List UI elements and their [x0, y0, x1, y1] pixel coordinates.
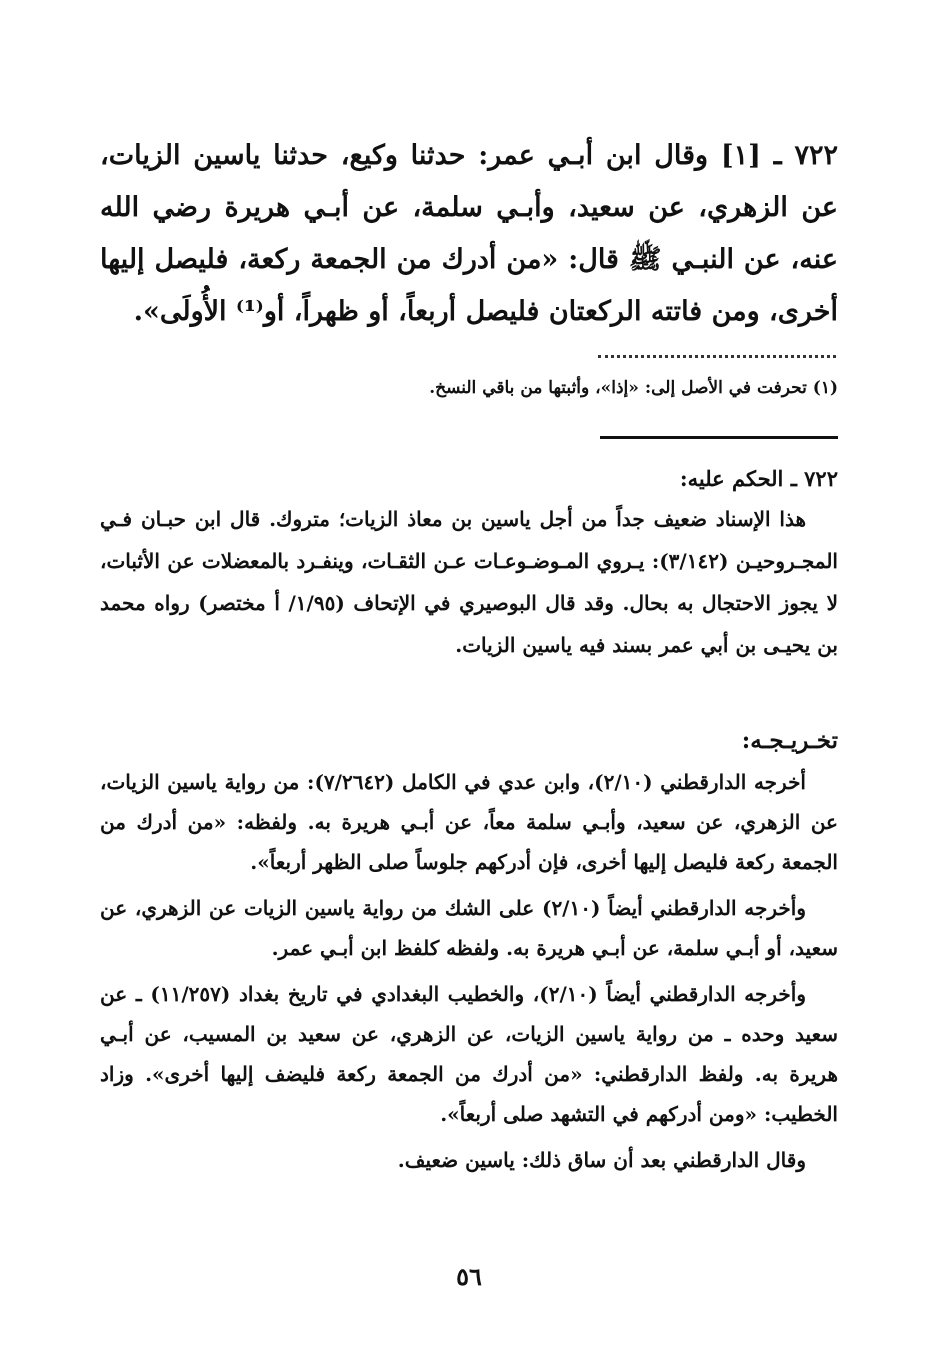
- hadith-text-block: [100, 130, 838, 338]
- footnote: [100, 374, 838, 402]
- page-number: ٥٦: [456, 1262, 482, 1291]
- takhrij-paragraph: أخرجه الدارقطني (٢/١٠)، وابن عدي في الكامل (٧/٢٦٤٢): من رواية ياسين الزيات، عن الزهري، عن سعيد، وأبـي سلمة معاً، عن أبـي هريرة به. ولفظه: «من أدرك من الجمعة ركعة فليصل إليها أخرى، فإن أدركهم جلوساً صلى الظهر أربعاً».: [100, 770, 838, 874]
- hadith-paragraph: ٧٢٢ ـ [١] وقال ابن أبـي عمر: حدثنا وكيع، حدثنا ياسين الزيات، عن الزهري، عن سعيد، وأبـي سلمة، عن أبـي هريرة رضي الله عنه، عن النبـي ﷺ قال: «من أدرك من الجمعة ركعة، فليصل إليها أخرى، ومن فاتته الركعتان فليصل أربعاً، أو ظهراً، أو⁽¹⁾ الأُولَى».: [100, 140, 838, 327]
- takhrij-paragraph: وقال الدارقطني بعد أن ساق ذلك: ياسين ضعيف.: [397, 1148, 806, 1172]
- section-separator-line: [600, 436, 838, 439]
- takhrij-paragraph: وأخرجه الدارقطني أيضاً (٢/١٠) على الشك من رواية ياسين الزيات عن الزهري، عن سعيد، أو أبـي سلمة، عن أبـي هريرة به. ولفظه كلفظ ابن أبـي عمر.: [100, 896, 838, 960]
- takhrij-paragraph: وأخرجه الدارقطني أيضاً (٢/١٠)، والخطيب البغدادي في تاريخ بغداد (١١/٢٥٧) ـ عن سعيد وحده ـ من رواية ياسين الزيات، عن الزهري، عن سعيد بن المسيب، عن أبـي هريرة به. ولفظ الدارقطني: «من أدرك من الجمعة ركعة فليضف إليها أخرى». وزاد الخطيب: «ومن أدركهم في التشهد صلى أربعاً».: [100, 982, 838, 1126]
- takhrij-heading: تخـريـجـه:: [741, 727, 838, 754]
- ruling-paragraph: هذا الإسناد ضعيف جداً من أجل ياسين بن معاذ الزيات؛ متروك. قال ابن حبـان فـي المجـروحيـن (٣/١٤٢): يـروي المـوضـوعـات عـن الثقـات، وينفـرد بالمعضلات عن الأثبات، لا يجوز الاحتجال به بحال. وقد قال البوصيري في الإتحاف (١/٩٥/ أ مختصر) رواه محمد بن يحيـى بن أبي عمر بسند فيه ياسين الزيات.: [100, 507, 839, 657]
- footnote-dotted-separator: [598, 355, 836, 358]
- footnote-text: (١) تحرفت في الأصل إلى: «إذا»، وأثبتها من باقي النسخ.: [429, 378, 838, 398]
- ruling-section: [100, 460, 838, 666]
- ruling-heading: ٧٢٢ ـ الحكم عليه:: [679, 466, 838, 491]
- takhrij-section: [100, 720, 838, 1180]
